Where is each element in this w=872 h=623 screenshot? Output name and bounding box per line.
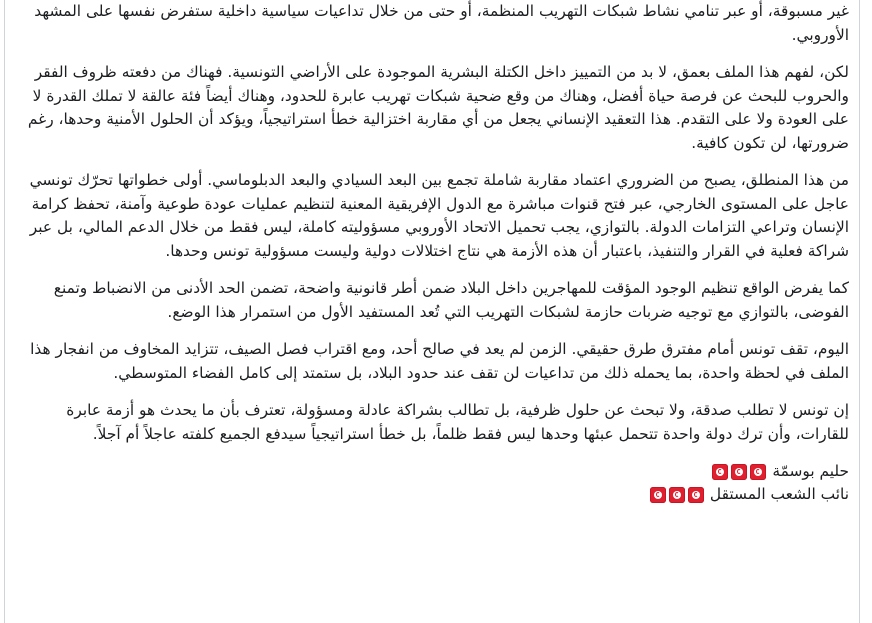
tunisia-flag-icon [731, 464, 747, 480]
tunisia-flag-icon [712, 464, 728, 480]
signature-role-line [17, 483, 849, 506]
post-paragraph-5: اليوم، تقف تونس أمام مفترق طرق حقيقي. الزمن لم يعد في صالح أحد، ومع اقتراب فصل الصيف، تتزايد المخاوف من انفجار هذا الملف في لحظة واحدة، بما يحمله ذلك من تداعيات لن تقف عند حدود البلاد، بل ستمتد إلى كامل الفضاء المتوسطي. [30, 340, 849, 382]
tunisia-flag-icon [669, 487, 685, 503]
post-paragraph-1: غير مسبوقة، أو عبر تنامي نشاط شبكات التهريب المنظمة، أو حتى من خلال تداعيات سياسية داخلية ستفرض نفسها على المشهد الأوروبي. [34, 2, 849, 44]
signature-name: حليم بوسمّة [772, 462, 849, 480]
tunisia-flag-icon [650, 487, 666, 503]
post-paragraph-6: إن تونس لا تطلب صدقة، ولا تبحث عن حلول ظرفية، بل تطالب بشراكة عادلة ومسؤولة، تعترف بأن ما يحدث هو أزمة عابرة للقارات، وأن ترك دولة واحدة تتحمل عبئها وحدها ليس فقط ظلماً، بل خطأ استراتيجياً سيدفع الجميع كلفته عاجلاً أم آجلاً. [66, 401, 849, 443]
signature-role: نائب الشعب المستقل [709, 485, 849, 503]
signature-name-line [17, 460, 849, 483]
flag-group [712, 464, 766, 480]
tunisia-flag-icon [750, 464, 766, 480]
flag-group [650, 487, 704, 503]
tunisia-flag-icon [688, 487, 704, 503]
post-paragraph-2: لكن، لفهم هذا الملف بعمق، لا بد من التمييز داخل الكتلة البشرية الموجودة على الأراضي التونسية. فهناك من دفعته ظروف الفقر والحروب للبحث عن فرصة حياة أفضل، وهناك من وقع ضحية شبكات تهريب عابرة للحدود، وهناك أيضاً فئة عالقة لا تملك القدرة لا على العودة ولا على التقدم. هذا التعقيد الإنساني يجعل من أي مقاربة اختزالية خطأ استراتيجياً، ويؤكد أن الحلول الأمنية وحدها، رغم ضرورتها، لن تكون كافية. [27, 63, 849, 152]
post-paragraph-3: من هذا المنطلق، يصبح من الضروري اعتماد مقاربة شاملة تجمع بين البعد السيادي والبعد الدبلوماسي. أولى خطواتها تحرّك تونسي عاجل على المستوى الخارجي، عبر فتح قنوات مباشرة مع الدول الإفريقية المعنية لتنظيم عمليات عودة طوعية وآمنة، تحفظ كرامة الإنسان وتراعي التزامات الدولة. بالتوازي، يجب تحميل الاتحاد الأوروبي مسؤوليته كاملة، ليس فقط من خلال الدعم المالي، بل عبر شراكة فعلية في القرار والتنفيذ، باعتبار أن هذه الأزمة هي نتاج اختلالات دولية وليست مسؤولية تونس وحدها. [29, 171, 849, 260]
post-paragraph-4: كما يفرض الواقع تنظيم الوجود المؤقت للمهاجرين داخل البلاد ضمن أطر قانونية واضحة، تضمن الحد الأدنى من الانضباط وتمنع الفوضى، بالتوازي مع توجيه ضربات حازمة لشبكات التهريب التي تُعد المستفيد الأول من استمرار هذا الوضع. [53, 279, 849, 321]
post-body [4, 0, 860, 623]
